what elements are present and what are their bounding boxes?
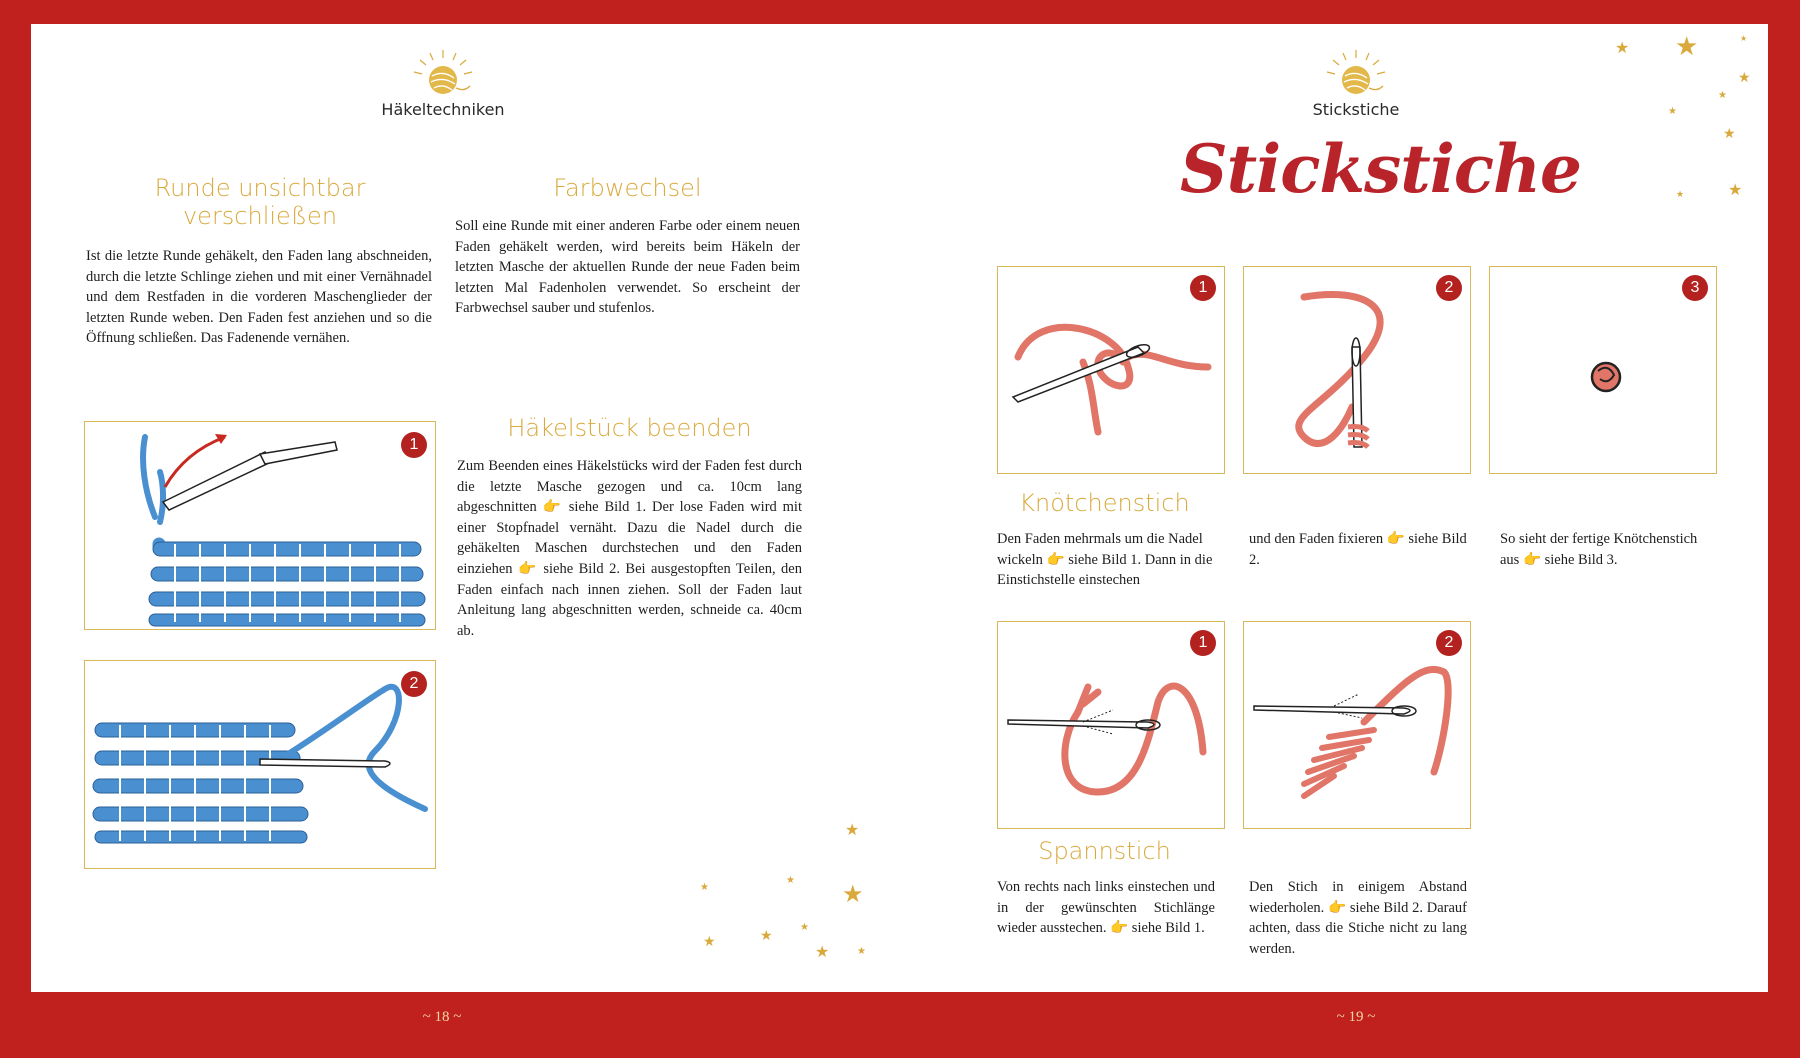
heading-spannstich: Spannstich [1038,837,1171,865]
badge-1: 1 [1190,630,1216,656]
illustration-satin-2 [1243,621,1471,829]
star-icon: ★ [800,922,809,933]
heading-farbwechsel: Farbwechsel [553,174,702,202]
darning-needle-illustration [85,661,435,868]
star-icon: ★ [857,946,866,957]
satin-stitch-step2 [1244,622,1470,828]
badge-2: 2 [1436,630,1462,656]
heading-haekelstueck-beenden: Häkelstück beenden [507,414,752,442]
badge-2: 2 [1436,275,1462,301]
text-farbwechsel: Soll eine Runde mit einer anderen Farbe oder einem neuen Faden gehäkelt werden, wird bereits beim Häkeln der letzten Masche der aktuellen Runde der neue Faden beim letzten Mal Fadenholen verwendet. So erscheint der Farbwechsel sauber und stufenlos. [455,218,800,317]
badge-3: 3 [1682,275,1708,301]
page-number-right: ~ 19 ~ [1336,1009,1376,1025]
text-haekelstueck-beenden: Zum Beenden eines Häkelstücks wird der Faden fest durch die letzte Masche gezogen und ca. 10cm lang abgeschnitten 👉 siehe Bild 1. Der lose Faden wird mit einer Stopfnadel vernäht. Dazu die Nadel durch die gehäkelten Maschen durchstechen und den Faden einziehen 👉 siehe Bild 2. Bei ausgestopften Teilen, den Faden einfach nach innen ziehen. Soll der Faden laut Anleitung lang abgeschnitten werden, schneide ca. 40cm ab. [457,458,802,639]
header-right [1246,48,1466,119]
star-icon: ★ [1740,34,1748,43]
heading-runde-verschliessen: Runde unsichtbar verschließen [154,174,366,230]
header-left [333,48,553,119]
knot-stitch-step2 [1244,267,1470,473]
star-icon: ★ [703,934,716,950]
badge-2: 2 [401,671,427,697]
badge-1: 1 [1190,275,1216,301]
star-icon: ★ [1615,38,1630,57]
header-label: Häkeltechniken [381,100,505,119]
caption-knot-2: und den Faden fixieren 👉 siehe Bild 2. [1249,531,1467,568]
star-icon: ★ [1676,190,1685,200]
knot-stitch-result [1490,267,1716,473]
yarn-ball-icon [408,48,478,98]
illustration-crochet-2 [84,660,436,869]
star-icon: ★ [842,880,864,908]
satin-stitch-step1 [998,622,1224,828]
page-title: Stickstiche [1180,130,1582,208]
yarn-ball-icon [1321,48,1391,98]
illustration-knot-1 [997,266,1225,474]
star-icon: ★ [1723,126,1736,142]
caption-satin-2: Den Stich in einigem Abstand wiederholen. 👉 siehe Bild 2. Darauf achten, dass die Stiche nicht zu lang werden. [1249,879,1467,957]
text-runde-verschliessen: Ist die letzte Runde gehäkelt, den Faden lang abschneiden, durch die letzte Schlinge ziehen und mit einer Vernähnadel und dem Restfaden in die vorderen Maschenglieder der letzten Runde weben. Den Faden fest anziehen und so die Öffnung schließen. Das Fadenende vernähen. [86,248,432,347]
badge-1: 1 [401,432,427,458]
star-icon: ★ [1718,90,1727,101]
caption-satin-1: Von rechts nach links einstechen und in der gewünschten Stichlänge wieder ausstechen. 👉 siehe Bild 1. [997,879,1215,937]
knot-stitch-step1 [998,267,1224,473]
star-icon: ★ [845,820,860,839]
star-icon: ★ [1728,180,1743,199]
heading-knoetchenstich: Knötchenstich [1019,489,1190,517]
crochet-hook-illustration [85,422,435,629]
star-icon: ★ [815,942,830,961]
header-label: Stickstiche [1312,100,1400,119]
illustration-knot-2 [1243,266,1471,474]
star-icon: ★ [1675,32,1699,62]
illustration-knot-3 [1489,266,1717,474]
star-icon: ★ [760,928,773,944]
star-icon: ★ [786,875,795,886]
page-number-left: ~ 18 ~ [422,1009,462,1025]
caption-knot-1: Den Faden mehrmals um die Nadel wickeln 👉 siehe Bild 1. Dann in die Einstichstelle einstechen [997,531,1213,589]
illustration-crochet-1 [84,421,436,630]
star-icon: ★ [1668,106,1677,117]
illustration-satin-1 [997,621,1225,829]
caption-knot-3: So sieht der fertige Knötchenstich aus 👉 siehe Bild 3. [1500,531,1698,568]
star-icon: ★ [700,882,709,893]
star-icon: ★ [1738,70,1751,86]
